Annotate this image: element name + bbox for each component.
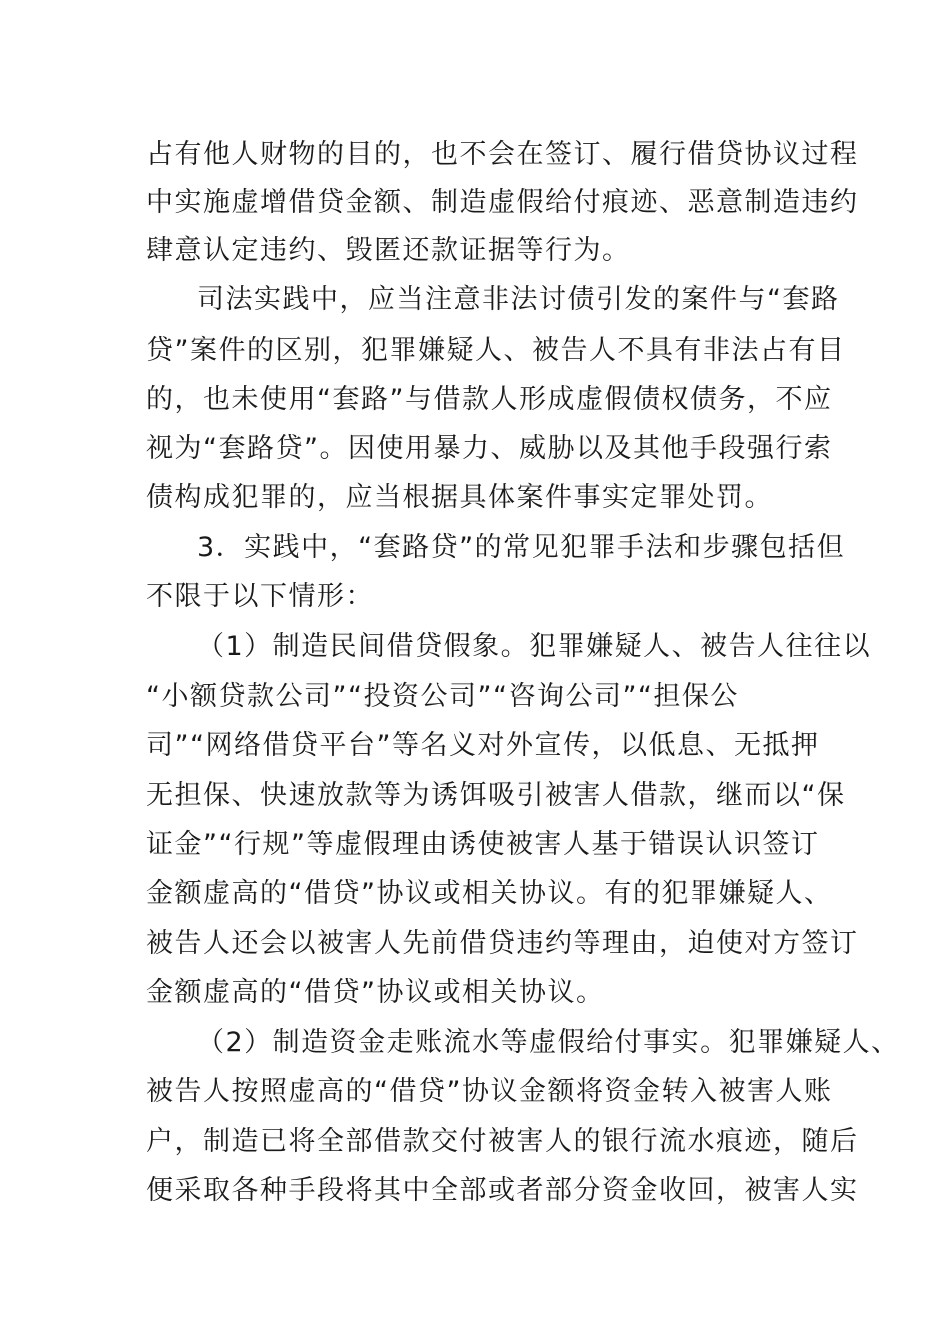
text-line: 的，也未使用“套路”与借款人形成虚假债权债务，不应 [146,384,833,415]
text-line: “小额贷款公司”“投资公司”“咨询公司”“担保公 [146,681,739,712]
text-line: 便采取各种手段将其中全部或者部分资金收回，被害人实 [146,1175,859,1206]
text-line: 贷”案件的区别，犯罪嫌疑人、被告人不具有非法占有目 [146,335,846,366]
paragraph-start-line: （2）制造资金走账流水等虚假给付事实。犯罪嫌疑人、 [197,1027,900,1058]
paragraph-start-line: （1）制造民间借贷假象。犯罪嫌疑人、被告人往往以 [197,631,872,662]
text-line: 视为“套路贷”。因使用暴力、威胁以及其他手段强行索 [146,433,833,464]
text-line: 被告人按照虚高的“借贷”协议金额将资金转入被害人账 [146,1076,833,1107]
text-line: 金额虚高的“借贷”协议或相关协议。 [146,977,605,1008]
text-line: 中实施虚增借贷金额、制造虚假给付痕迹、恶意制造违约 [146,187,859,218]
text-line: 债构成犯罪的，应当根据具体案件事实定罪处罚。 [146,482,773,513]
text-line: 司”“网络借贷平台”等名义对外宣传，以低息、无抵押 [146,730,820,761]
text-line: 占有他人财物的目的，也不会在签订、履行借贷协议过程 [146,139,859,170]
text-line: 证金”“行规”等虚假理由诱使被害人基于错误认识签订 [146,829,820,860]
paragraph-start-line: 司法实践中，应当注意非法讨债引发的案件与“套路 [197,284,840,315]
text-line: 不限于以下情形： [146,581,374,612]
text-line: 无担保、快速放款等为诱饵吸引被害人借款，继而以“保 [146,780,846,811]
text-line: 肆意认定违约、毁匿还款证据等行为。 [146,235,631,266]
text-line: 户，制造已将全部借款交付被害人的银行流水痕迹，随后 [146,1126,859,1157]
text-line: 被告人还会以被害人先前借贷违约等理由，迫使对方签订 [146,928,859,959]
paragraph-start-line: 3．实践中，“套路贷”的常见犯罪手法和步骤包括但 [197,532,846,563]
text-line: 金额虚高的“借贷”协议或相关协议。有的犯罪嫌疑人、 [146,878,833,909]
